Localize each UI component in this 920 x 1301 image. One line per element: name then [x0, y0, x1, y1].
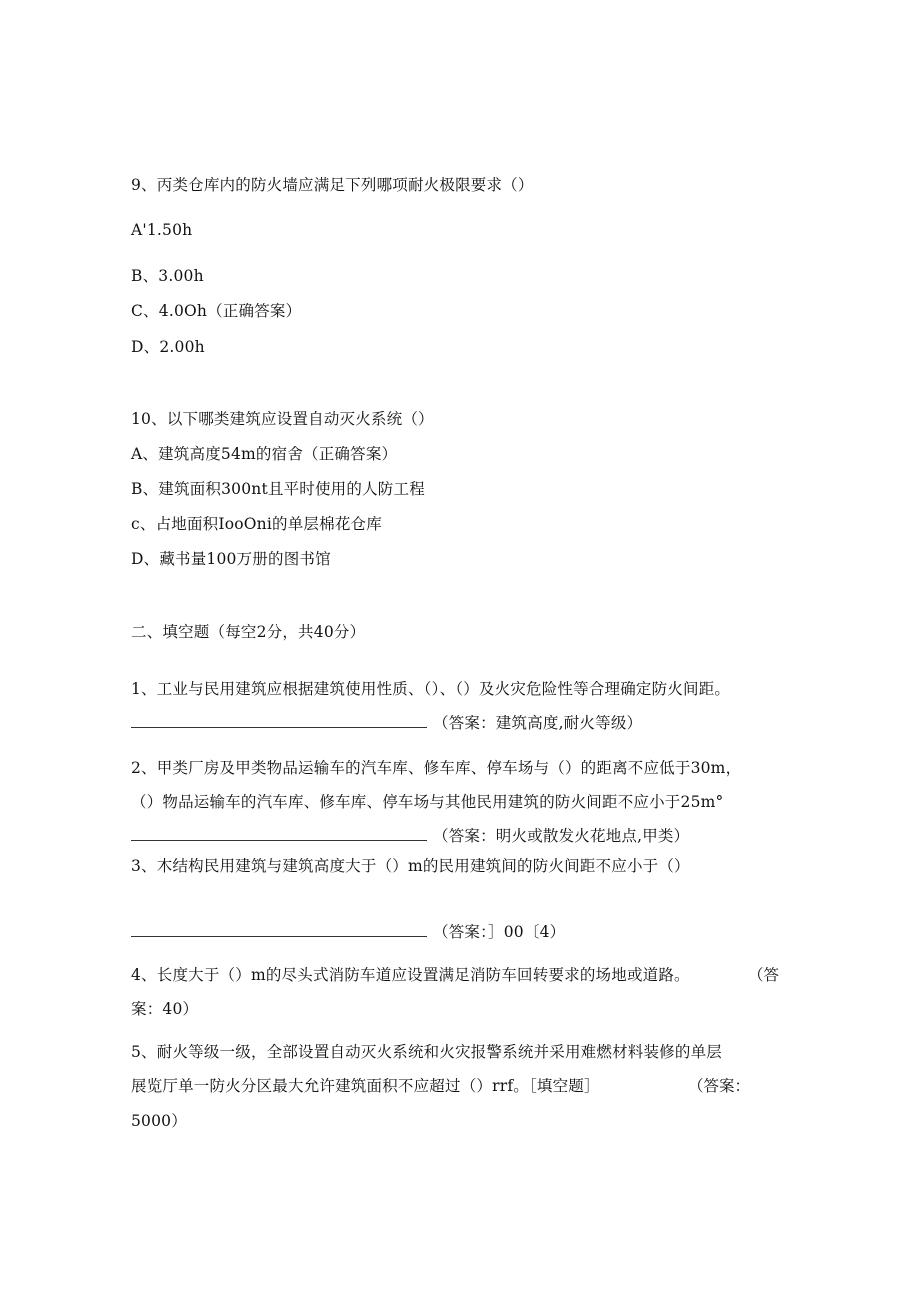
q10-option-c: c、占地面积IooOni的单层棉花仓库: [131, 515, 382, 533]
fill3-blank: [131, 922, 427, 937]
q9-stem: 9、丙类仓库内的防火墙应满足下列哪项耐火极限要求（）: [131, 176, 534, 194]
fill1-answer: （答案：建筑高度,耐火等级）: [433, 714, 643, 732]
q9-option-d: D、2.00h: [131, 338, 205, 356]
fill4-question: 4、长度大于（）m的尽头式消防车道应设置满足消防车回转要求的场地或道路。: [131, 966, 690, 984]
fill4-answer: 案：40）: [131, 1000, 199, 1018]
fill5-answer: 5000）: [131, 1112, 187, 1130]
q9-option-b: B、3.00h: [131, 267, 204, 285]
fill5-answer-start: （答案：: [688, 1077, 751, 1095]
q10-stem: 10、以下哪类建筑应设置自动灭火系统（）: [131, 410, 434, 428]
q9-option-a: A'1.50h: [131, 221, 193, 239]
fill1-answer-line: [131, 713, 642, 733]
fill3-answer-line: [131, 922, 565, 942]
q9-option-c: C、4.0Oh（正确答案）: [131, 302, 302, 320]
fill2-answer: （答案：明火或散发火花地点,甲类）: [433, 827, 690, 845]
fill2-question-line1: 2、甲类厂房及甲类物品运输车的汽车库、修车库、停车场与（）的距离不应低于30m，: [131, 759, 742, 777]
fill3-question: 3、木结构民用建筑与建筑高度大于（）m的民用建筑间的防火间距不应小于（）: [131, 857, 690, 875]
fill5-question-line1: 5、耐火等级一级，全部设置自动灭火系统和火灾报警系统并采用难燃材料装修的单层: [131, 1043, 722, 1061]
fill1-blank: [131, 713, 427, 728]
fill2-blank: [131, 826, 427, 841]
fill5-question-line2: 展览厅单一防火分区最大允许建筑面积不应超过（）rrf。［填空题］: [131, 1077, 600, 1095]
q10-option-b: B、建筑面积300nt且平时使用的人防工程: [131, 480, 425, 498]
fill1-question: 1、工业与民用建筑应根据建筑使用性质、（）、（）及火灾危险性等合理确定防火间距。: [131, 680, 731, 698]
q10-option-a: A、建筑高度54m的宿舍（正确答案）: [131, 445, 398, 463]
fill2-question-line2: （）物品运输车的汽车库、修车库、停车场与其他民用建筑的防火间距不应小于25m°: [131, 793, 724, 811]
fill2-answer-line: [131, 826, 689, 846]
fill3-answer: （答案：］00〔4）: [433, 923, 566, 941]
fill4-answer-start: （答: [748, 966, 780, 984]
section-heading: 二、填空题（每空2分，共40分）: [131, 623, 366, 641]
q10-option-d: D、藏书量100万册的图书馆: [131, 550, 331, 568]
